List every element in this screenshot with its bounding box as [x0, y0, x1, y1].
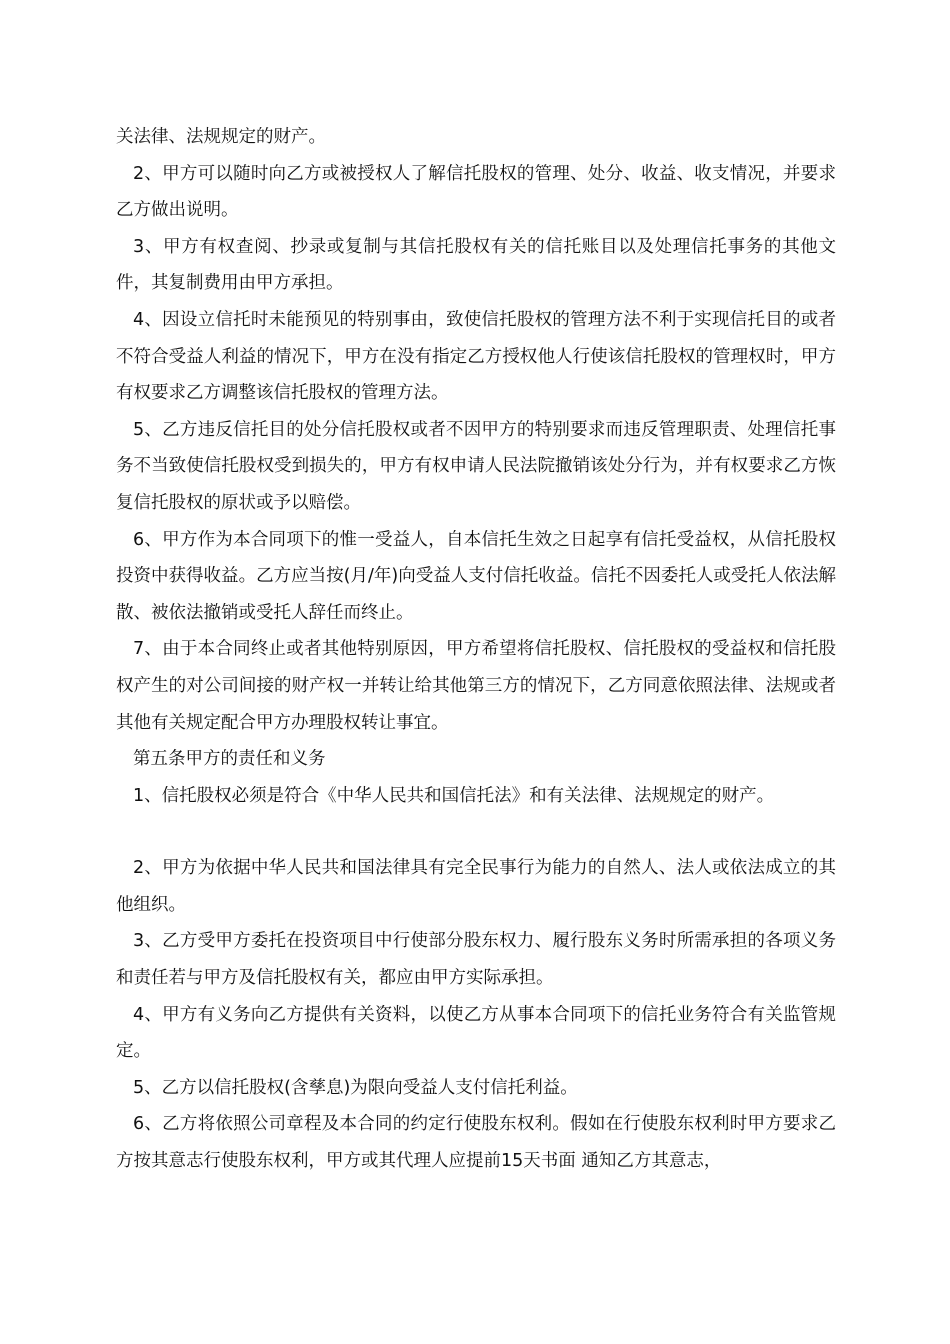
clause-5-5: 5、乙方以信托股权(含孳息)为限向受益人支付信托利益。 — [133, 1077, 578, 1098]
blank-line — [116, 814, 836, 850]
clause-5-2: 2、甲方为依据中华人民共和国法律具有完全民事行为能力的自然人、法人或依法成立的其他组织。 — [116, 858, 836, 915]
clause-4-2: 2、甲方可以随时向乙方或被授权人了解信托股权的管理、处分、收益、收支情况，并要求乙方做出说明。 — [116, 163, 836, 221]
clause-4-5: 5、乙方违反信托目的处分信托股权或者不因甲方的特别要求而违反管理职责、处理信托事务不当致使信托股权受到损失的，甲方有权申请人民法院撤销该处分行为，并有权要求乙方恢复信托股权的原状或予以赔偿。 — [116, 419, 836, 513]
document-body — [116, 119, 836, 1180]
section-heading-article-5: 第五条甲方的责任和义务 — [133, 749, 326, 770]
paragraph-continuation: 关法律、法规规定的财产。 — [116, 127, 326, 147]
clause-4-4: 4、因设立信托时未能预见的特别事由，致使信托股权的管理方法不利于实现信托目的或者不符合受益人利益的情况下，甲方在没有指定乙方授权他人行使该信托股权的管理权时，甲方有权要求乙方调整该信托股权的管理方法。 — [116, 309, 836, 404]
clause-4-6: 6、甲方作为本合同项下的惟一受益人，自本信托生效之日起享有信托受益权，从信托股权投资中获得收益。乙方应当按(月/年)向受益人支付信托收益。信托不因委托人或受托人依法解散、被依法撤销或受托人辞任而终止。 — [116, 529, 836, 623]
clause-5-3: 3、乙方受甲方委托在投资项目中行使部分股东权力、履行股东义务时所需承担的各项义务和责任若与甲方及信托股权有关，都应由甲方实际承担。 — [116, 931, 836, 989]
clause-4-7: 7、由于本合同终止或者其他特别原因，甲方希望将信托股权、信托股权的受益权和信托股权产生的对公司间接的财产权一并转让给其他第三方的情况下，乙方同意依照法律、法规或者其他有关规定配合甲方办理股权转让事宜。 — [116, 639, 836, 733]
clause-5-4: 4、甲方有义务向乙方提供有关资料，以使乙方从事本合同项下的信托业务符合有关监管规定。 — [116, 1004, 836, 1062]
clause-4-3: 3、甲方有权查阅、抄录或复制与其信托股权有关的信托账目以及处理信托事务的其他文件，其复制费用由甲方承担。 — [116, 236, 836, 294]
clause-5-1: 1、信托股权必须是符合《中华人民共和国信托法》和有关法律、法规规定的财产。 — [133, 785, 775, 806]
clause-5-6: 6、乙方将依照公司章程及本合同的约定行使股东权利。假如在行使股东权利时甲方要求乙方按其意志行使股东权利，甲方或其代理人应提前15天书面 通知乙方其意志， — [116, 1114, 836, 1172]
